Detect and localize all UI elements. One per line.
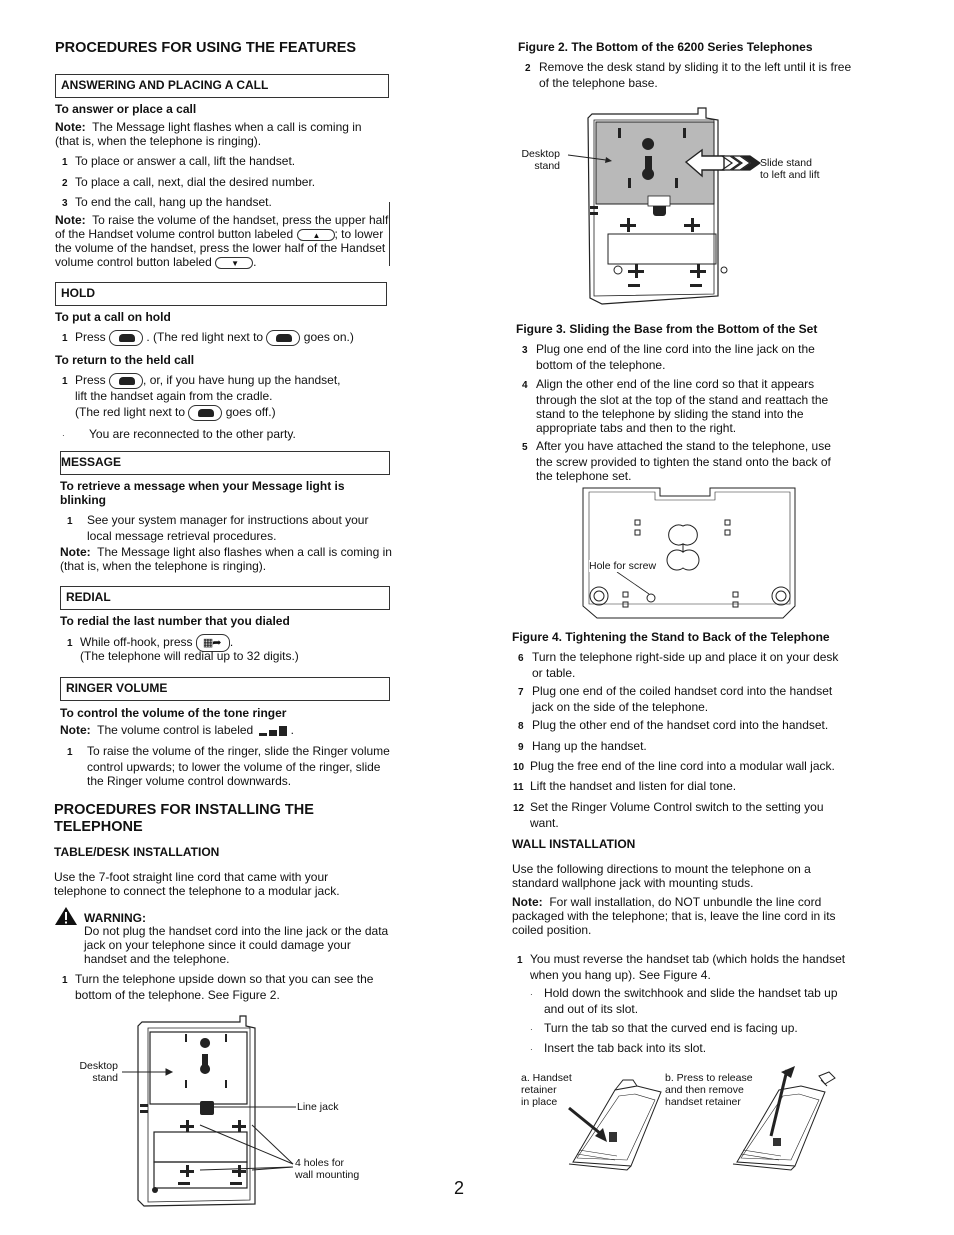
warning-text: Do not plug the handset cord into the line jack or the data jack on your telephone since it could damage your handset and the telephone. xyxy=(84,924,389,966)
wall-intro: Use the following directions to mount the telephone on a standard wallphone jack with mounting studs. xyxy=(512,862,811,890)
warning-icon xyxy=(54,906,78,926)
install-step-4: 4 Align the other end of the line cord so that it appears through the slot at the top of the stand and reattach the stand to the telephone by sliding the stand into the appropriate tabs and then to the right. xyxy=(522,377,829,435)
install-step-8: 8 Plug the other end of the handset cord into the handset. xyxy=(518,718,829,732)
install-step-7: 7 Plug one end of the coiled handset cord into the handset jack on the side of the telephone. xyxy=(518,684,833,714)
install-step-9: 9 Hang up the handset. xyxy=(518,739,647,753)
fig3-desktop-stand-label: Desktop stand xyxy=(521,148,560,172)
volume-note: Note: To raise the volume of the handset, press the upper half of the Handset volume control button labeled ▲ ; to lower the volume of the handset, press the lower half of the Handset volume control button labeled ▼ . xyxy=(55,213,389,269)
wall-step-1: 1 You must reverse the handset tab (which holds the handset when you hang up). See Figure 4. xyxy=(517,952,846,982)
hold-bullet: · You are reconnected to the other party. xyxy=(62,427,296,441)
install-step-5: 5 After you have attached the stand to the telephone, use the screw provided to tighten the stand onto the back of the telephone set. xyxy=(522,439,831,483)
fig3-slide-label: Slide stand to left and lift xyxy=(760,157,820,181)
install-step-1: 1 Turn the telephone upside down so that you can see the bottom of the telephone. See Figure 2. xyxy=(62,972,374,1002)
figure-2-caption: Figure 2. The Bottom of the 6200 Series Telephones xyxy=(518,40,813,54)
volume-up-button-icon: ▲ xyxy=(297,229,335,241)
message-subheading: To retrieve a message when your Message light is blinking xyxy=(60,479,345,507)
wall-note: Note: For wall installation, do NOT unbundle the line cord packaged with the telephone; that is, leave the line cord in its coiled position. xyxy=(512,895,836,937)
wall-bullet-3: · Insert the tab back into its slot. xyxy=(530,1041,707,1055)
wall-installation-heading: WALL INSTALLATION xyxy=(512,837,636,851)
answer-step-2: 2 To place a call, next, dial the desired number. xyxy=(62,175,316,189)
message-step: 1 See your system manager for instructions about your local message retrieval procedures. xyxy=(67,513,369,543)
warning-label: WARNING: xyxy=(84,911,146,925)
figure-handset-retainer xyxy=(515,1062,845,1182)
install-step-10: 10 Plug the free end of the line cord into a modular wall jack. xyxy=(513,759,835,773)
return-step-line1: 1 Press , or, if you have hung up the handset, xyxy=(62,373,341,388)
ringer-step: 1 To raise the volume of the ringer, slide the Ringer volume control upwards; to lower the volume of the ringer, slide the Ringer volume control downwards. xyxy=(67,744,390,788)
page-number: 2 xyxy=(454,1178,465,1198)
install-step-11: 11 Lift the handset and listen for dial tone. xyxy=(513,779,737,793)
return-step-line3: (The red light next to goes off.) xyxy=(75,405,276,420)
return-step-line2: lift the handset again from the cradle. xyxy=(75,389,273,403)
volume-down-button-icon: ▼ xyxy=(215,257,253,269)
install-step-12: 12 Set the Ringer Volume Control switch to the setting you want. xyxy=(513,800,824,830)
fig5-label-a: a. Handset retainer in place xyxy=(521,1072,572,1108)
hold-button-icon xyxy=(109,373,143,389)
install-step-2: 2 Remove the desk stand by sliding it to the left until it is free of the telephone base. xyxy=(525,60,852,90)
install-step-3: 3 Plug one end of the line cord into the line jack on the bottom of the telephone. xyxy=(522,342,815,372)
ringer-note: Note: The volume control is labeled . xyxy=(60,723,294,737)
return-subheading: To return to the held call xyxy=(55,353,195,367)
hold-button-icon xyxy=(109,330,143,346)
answer-subheading: To answer or place a call xyxy=(55,102,197,116)
margin-rule xyxy=(389,202,390,266)
ringer-box: RINGER VOLUME xyxy=(60,677,390,701)
answer-step-3: 3 To end the call, hang up the handset. xyxy=(62,195,272,209)
answering-box: ANSWERING AND PLACING A CALL xyxy=(55,74,389,98)
answer-step-1: 1 To place or answer a call, lift the handset. xyxy=(62,154,296,168)
hold-subheading: To put a call on hold xyxy=(55,310,171,324)
section-heading-installing: PROCEDURES FOR INSTALLING THE TELEPHONE xyxy=(54,802,314,835)
table-desk-heading: TABLE/DESK INSTALLATION xyxy=(54,845,220,859)
redial-subheading: To redial the last number that you dialed xyxy=(60,614,290,628)
redial-step: 1 While off-hook, press ▦➦ . xyxy=(67,634,233,652)
install-step-6: 6 Turn the telephone right-side up and place it on your desk or table. xyxy=(518,650,839,680)
message-box: MESSAGE xyxy=(60,451,390,475)
figure-4-stand-screw xyxy=(575,484,805,624)
ringer-volume-icon xyxy=(257,725,291,737)
hold-button-icon xyxy=(188,405,222,421)
redial-box: REDIAL xyxy=(60,586,390,610)
ringer-subheading: To control the volume of the tone ringer xyxy=(60,706,287,720)
hold-box: HOLD xyxy=(55,282,387,306)
wall-bullet-1: · Hold down the switchhook and slide the handset tab up and out of its slot. xyxy=(530,986,838,1016)
redial-button-icon: ▦➦ xyxy=(196,634,230,652)
hold-button-icon xyxy=(266,330,300,346)
fig4-hole-label: Hole for screw xyxy=(589,560,657,572)
fig2-holes-label: 4 holes for wall mounting xyxy=(295,1157,360,1181)
figure-4-caption: Figure 4. Tightening the Stand to Back of the Telephone xyxy=(512,630,830,644)
hold-step: 1 Press . (The red light next to goes on.) xyxy=(62,330,354,345)
message-note: Note: The Message light also flashes when a call is coming in (that is, when the telephone is ringing). xyxy=(60,545,392,573)
wall-bullet-2: · Turn the tab so that the curved end is facing up. xyxy=(530,1021,798,1035)
fig5-label-b: b. Press to release and then remove handset retainer xyxy=(665,1072,753,1108)
figure-3-sliding-stand xyxy=(510,100,850,310)
figure-2-telephone-bottom xyxy=(60,1012,390,1212)
figure-3-caption: Figure 3. Sliding the Base from the Bottom of the Set xyxy=(516,322,818,336)
answer-note: Note: The Message light flashes when a call is coming in (that is, when the telephone is ringing). xyxy=(55,120,362,148)
install-intro: Use the 7-foot straight line cord that came with your telephone to connect the telephone to a modular jack. xyxy=(54,870,340,898)
fig2-desktop-stand-label: Desktop stand xyxy=(79,1060,118,1084)
redial-digits: (The telephone will redial up to 32 digits.) xyxy=(80,649,299,663)
fig2-line-jack-label: Line jack xyxy=(297,1101,339,1113)
section-heading-features: PROCEDURES FOR USING THE FEATURES xyxy=(55,40,357,56)
